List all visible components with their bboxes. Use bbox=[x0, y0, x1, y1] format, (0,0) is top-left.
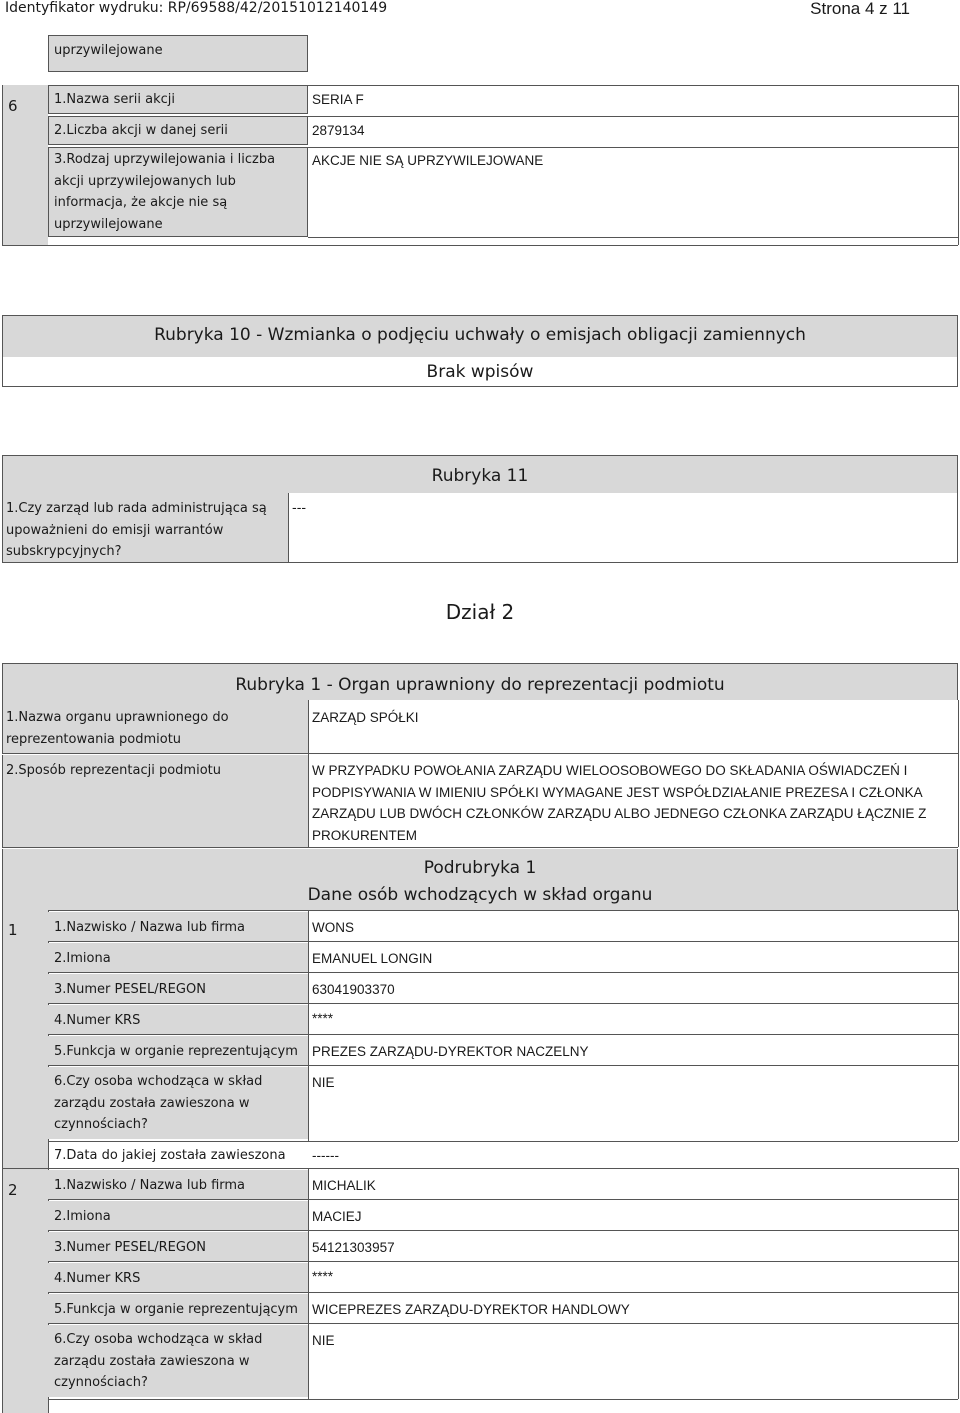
field-value: ------ bbox=[312, 1148, 339, 1163]
field-label: 7.Data do jakiej została zawieszona bbox=[54, 1148, 286, 1163]
field-value: 2879134 bbox=[312, 123, 365, 138]
field-label: 5.Funkcja w organie reprezentującym bbox=[54, 1044, 298, 1059]
question-label: 1.Czy zarząd lub rada administrująca są upoważnieni do emisji warrantów subskrypcyjnych? bbox=[6, 501, 267, 559]
field-label: 3.Numer PESEL/REGON bbox=[54, 982, 206, 997]
carry-label: uprzywilejowane bbox=[54, 43, 163, 58]
section-title: Rubryka 11 bbox=[431, 466, 529, 486]
field-label: 4.Numer KRS bbox=[54, 1013, 141, 1028]
field-value: NIE bbox=[312, 1333, 335, 1348]
person-number: 2 bbox=[8, 1181, 18, 1199]
question-value: --- bbox=[292, 501, 307, 516]
field-label: 3.Rodzaj uprzywilejowania i liczba akcji uprzywilejowanych lub informacja, że akcje nie są uprzywilejowane bbox=[54, 152, 276, 232]
field-value: WICEPREZES ZARZĄDU-DYREKTOR HANDLOWY bbox=[312, 1302, 630, 1317]
page-number: Strona 4 z 11 bbox=[810, 0, 910, 18]
field-value: 54121303957 bbox=[312, 1240, 395, 1255]
person-number: 1 bbox=[8, 921, 18, 939]
empty-note: Brak wpisów bbox=[426, 362, 534, 382]
section-title: Rubryka 10 - Wzmianka o podjęciu uchwały o emisjach obligacji zamiennych bbox=[154, 325, 806, 345]
field-label: 1.Nazwisko / Nazwa lub firma bbox=[54, 1178, 246, 1193]
field-label: 5.Funkcja w organie reprezentującym bbox=[54, 1302, 298, 1317]
field-label: 1.Nazwa serii akcji bbox=[54, 92, 175, 107]
field-label: 2.Liczba akcji w danej serii bbox=[54, 123, 228, 138]
subsection-title: Podrubryka 1 bbox=[423, 858, 537, 878]
value-cell bbox=[288, 493, 958, 563]
field-value: MACIEJ bbox=[312, 1209, 362, 1224]
field-value: PREZES ZARZĄDU-DYREKTOR NACZELNY bbox=[312, 1044, 589, 1059]
print-identifier: Identyfikator wydruku: RP/69588/42/20151012140149 bbox=[5, 0, 388, 16]
field-value: MICHALIK bbox=[312, 1178, 376, 1193]
field-value: EMANUEL LONGIN bbox=[312, 951, 433, 966]
field-value: 63041903370 bbox=[312, 982, 395, 997]
field-label: 2.Sposób reprezentacji podmiotu bbox=[6, 763, 221, 778]
field-value: **** bbox=[312, 1269, 334, 1284]
field-value: **** bbox=[312, 1011, 334, 1026]
field-value: AKCJE NIE SĄ UPRZYWILEJOWANE bbox=[312, 153, 544, 168]
field-value: WONS bbox=[312, 920, 354, 935]
field-value: SERIA F bbox=[312, 92, 364, 107]
field-value: NIE bbox=[312, 1075, 335, 1090]
field-label: 4.Numer KRS bbox=[54, 1271, 141, 1286]
person-number-cell bbox=[2, 910, 48, 1413]
field-label: 2.Imiona bbox=[54, 951, 111, 966]
field-label: 3.Numer PESEL/REGON bbox=[54, 1240, 206, 1255]
field-label: 6.Czy osoba wchodząca w skład zarządu została zawieszona w czynnościach? bbox=[54, 1332, 263, 1390]
field-value: ZARZĄD SPÓŁKI bbox=[312, 710, 419, 725]
section-title: Rubryka 1 - Organ uprawniony do reprezentacji podmiotu bbox=[235, 675, 725, 695]
subsection-subtitle: Dane osób wchodzących w skład organu bbox=[307, 885, 653, 905]
field-label: 6.Czy osoba wchodząca w skład zarządu została zawieszona w czynnościach? bbox=[54, 1074, 263, 1132]
row-number: 6 bbox=[8, 97, 18, 115]
field-label: 1.Nazwa organu uprawnionego do reprezentowania podmiotu bbox=[6, 710, 229, 747]
field-value: W PRZYPADKU POWOŁANIA ZARZĄDU WIELOOSOBOWEGO DO SKŁADANIA OŚWIADCZEŃ I PODPISYWANIA W IMIENIU SPÓŁKI WYMAGANE JEST WSPÓŁDZIAŁANIE PREZESA I CZŁONKA ZARZĄDU LUB DWÓCH CZŁONKÓW ZARZĄDU ALBO JEDNEGO CZŁONKA ZARZĄDU ŁĄCZNIE Z PROKURENTEM bbox=[312, 763, 927, 843]
field-label: 2.Imiona bbox=[54, 1209, 111, 1224]
field-label: 1.Nazwisko / Nazwa lub firma bbox=[54, 920, 246, 935]
division-title: Dział 2 bbox=[445, 600, 515, 624]
